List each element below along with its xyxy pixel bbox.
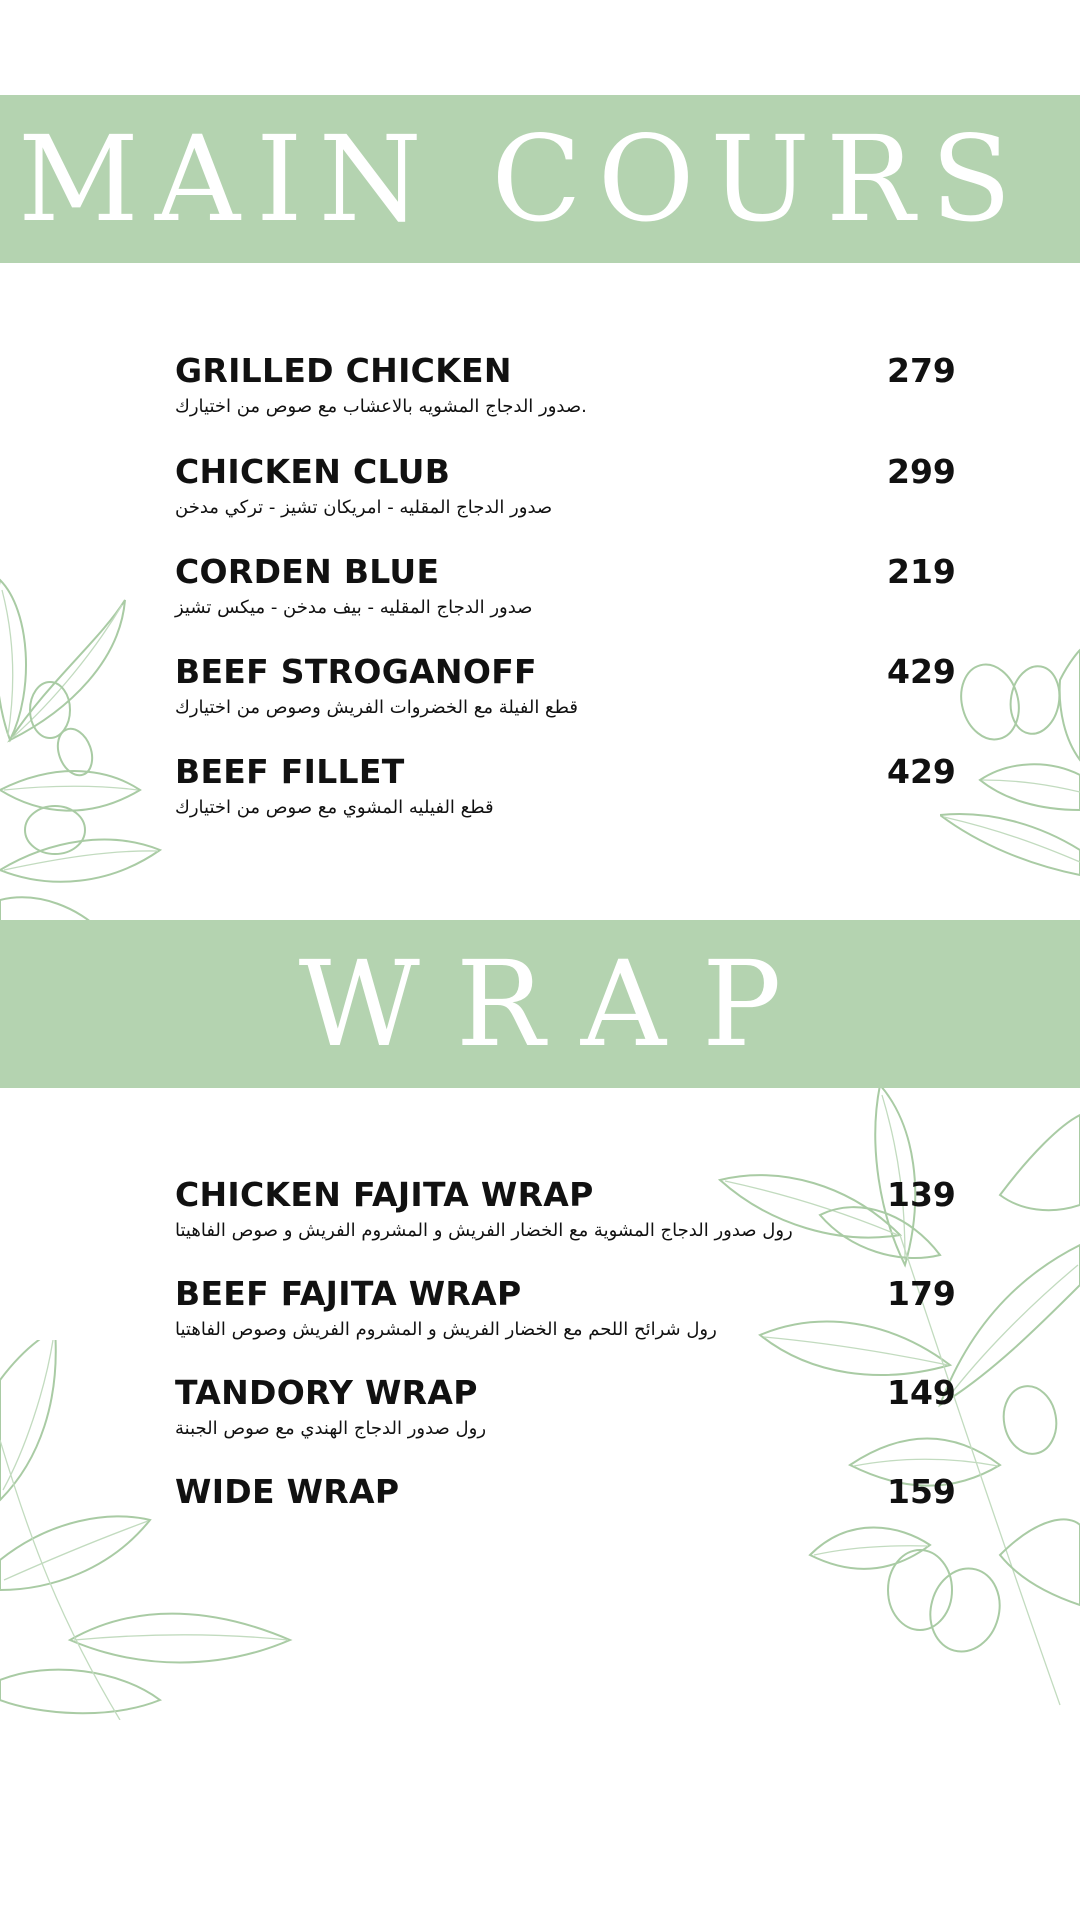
menu-item-price: 299 [887,452,956,491]
menu-item-name: CORDEN BLUE [175,552,440,591]
menu-item-beef-fillet [175,752,955,822]
menu-item-beef-stroganoff [175,652,955,722]
menu-item-price: 159 [887,1472,956,1511]
section-title-wrap: WRAP [298,935,818,1073]
menu-item-price: 429 [887,652,956,691]
menu-item-name: TANDORY WRAP [175,1373,478,1412]
section-title-main-course: MAIN COURS [18,110,1028,248]
menu-item-name: CHICKEN CLUB [175,452,451,491]
menu-item-corden-blue [175,552,955,622]
menu-item-name: BEEF STROGANOFF [175,652,537,691]
menu-item-price: 139 [887,1175,956,1214]
menu-item-price: 429 [887,752,956,791]
main-course-banner [0,95,1080,263]
menu-item-grilled-chicken [175,351,955,421]
menu-item-price: 179 [887,1274,956,1313]
menu-item-price: 149 [887,1373,956,1412]
menu-item-price: 219 [887,552,956,591]
menu-item-wide-wrap [175,1472,955,1512]
menu-item-name: GRILLED CHICKEN [175,351,512,390]
olive-branch-left-top-illustration [0,540,170,930]
menu-item-description: قطع الفيليه المشوي مع صوص من اختيارك [175,797,494,818]
menu-item-description: قطع الفيلة مع الخضروات الفريش وصوص من اختيارك [175,697,579,718]
menu-item-chicken-fajita-wrap [175,1175,955,1245]
wrap-banner [0,920,1080,1088]
menu-item-description: صدور الدجاج المقليه - بيف مدخن - ميكس تشيز [175,597,533,618]
menu-item-description: رول صدور الدجاج الهندي مع صوص الجبنة [175,1418,487,1439]
menu-item-chicken-club [175,452,955,522]
menu-item-description: رول صدور الدجاج المشوية مع الخضار الفريش و المشروم الفريش و صوص الفاهيتا [175,1220,793,1241]
olive-branch-right-top-illustration [940,640,1080,890]
menu-item-description: صدور الدجاج المقليه - امريكان تشيز - تركي مدخن [175,497,553,518]
menu-item-name: BEEF FILLET [175,752,405,791]
menu-item-name: CHICKEN FAJITA WRAP [175,1175,594,1214]
menu-item-description: .صدور الدجاج المشويه بالاعشاب مع صوص من اختيارك [175,396,587,417]
menu-item-beef-fajita-wrap [175,1274,955,1344]
menu-item-name: BEEF FAJITA WRAP [175,1274,522,1313]
menu-item-tandory-wrap [175,1373,955,1443]
menu-item-price: 279 [887,351,956,390]
menu-item-description: رول شرائح اللحم مع الخضار الفريش و المشروم الفريش وصوص الفاهتيا [175,1319,717,1340]
menu-item-name: WIDE WRAP [175,1472,400,1511]
